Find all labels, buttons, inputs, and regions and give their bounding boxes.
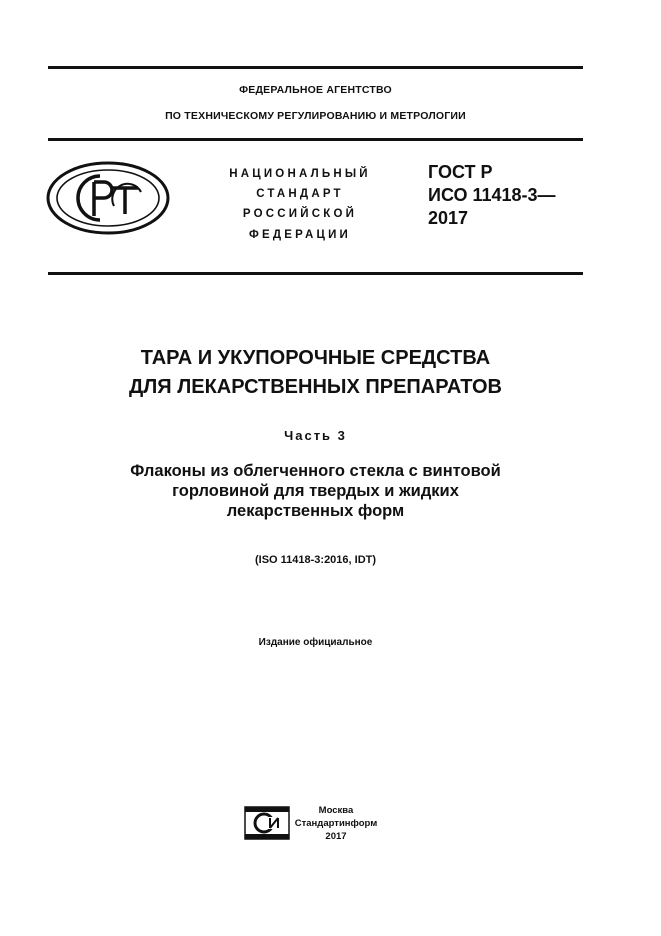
gost-r-logo — [44, 160, 172, 236]
national-line-1: НАЦИОНАЛЬНЫЙ — [229, 168, 371, 180]
lower-rule — [48, 272, 583, 275]
standartinform-logo — [244, 806, 290, 840]
publisher-city: Москва — [318, 805, 354, 816]
national-line-3: РОССИЙСКОЙ — [242, 208, 358, 220]
standard-line-1: ГОСТ Р — [428, 162, 493, 182]
agency-line-1: ФЕДЕРАЛЬНОЕ АГЕНТСТВО — [239, 84, 392, 96]
subtitle-line-1: Флаконы из облегченного стекла с винтовой — [130, 462, 501, 480]
standard-designation — [428, 161, 556, 230]
subtitle-line-3: лекарственных форм — [226, 502, 405, 520]
standard-line-2: ИСО 11418-3— — [428, 185, 556, 205]
national-line-4: ФЕДЕРАЦИИ — [248, 229, 352, 241]
edition-label: Издание официальное — [258, 637, 373, 648]
publisher-name: Стандартинформ — [294, 818, 378, 829]
upper-rule — [48, 138, 583, 141]
subtitle-line-2: горловиной для твердых и жидких — [172, 482, 459, 500]
iso-reference: (ISO 11418-3:2016, IDT) — [254, 554, 377, 566]
title-line-2: ДЛЯ ЛЕКАРСТВЕННЫХ ПРЕПАРАТОВ — [128, 376, 502, 398]
top-rule — [48, 66, 583, 69]
standard-line-3: 2017 — [428, 208, 469, 228]
publisher-year: 2017 — [325, 831, 347, 842]
document-subtitle — [48, 461, 583, 521]
document-title — [48, 344, 583, 402]
part-number: Часть 3 — [284, 428, 347, 443]
national-line-2: СТАНДАРТ — [256, 188, 344, 200]
agency-line-2: ПО ТЕХНИЧЕСКОМУ РЕГУЛИРОВАНИЮ И МЕТРОЛОГИИ — [165, 110, 466, 122]
title-line-1: ТАРА И УКУПОРОЧНЫЕ СРЕДСТВА — [140, 347, 491, 369]
